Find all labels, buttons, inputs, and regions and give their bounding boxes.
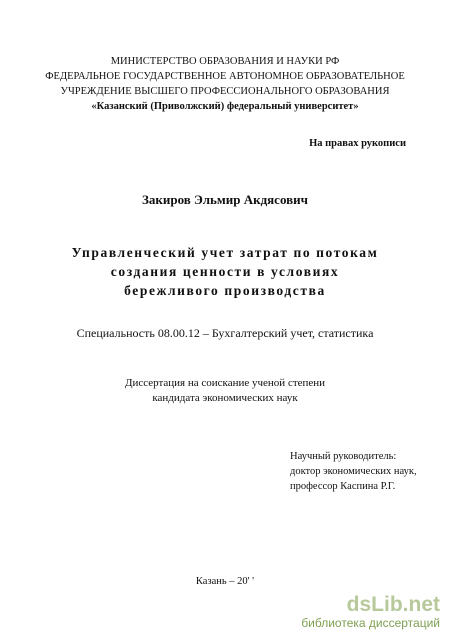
city-year: Казань – 20' ' (195, 576, 255, 587)
ministry-line: МИНИСТЕРСТВО ОБРАЗОВАНИЯ И НАУКИ РФ (110, 56, 340, 67)
degree-statement (0, 376, 450, 406)
title-line: Управленческий учет затрат по потокам (71, 245, 379, 260)
author-name: Закиров Эльмир Акдясович (142, 192, 308, 207)
degree-line: Диссертация на соискание ученой степени (124, 377, 326, 389)
advisor-line: профессор Каспина Р.Г. (290, 481, 396, 492)
dissertation-title (0, 243, 450, 300)
dslib-watermark[interactable] (301, 594, 440, 630)
watermark-tagline: библиотека диссертаций (301, 616, 440, 630)
scientific-advisor (290, 449, 417, 494)
degree-line: кандидата экономических наук (152, 392, 298, 404)
title-line: бережливого производства (124, 283, 326, 298)
specialty: Специальность 08.00.12 – Бухгалтерский учет, статистика (76, 326, 374, 340)
advisor-line: доктор экономических наук, (290, 466, 417, 477)
ministry-header (0, 54, 450, 114)
institution-line: УЧРЕЖДЕНИЕ ВЫСШЕГО ПРОФЕССИОНАЛЬНОГО ОБРАЗОВАНИЯ (60, 86, 390, 97)
institution-line: ФЕДЕРАЛЬНОЕ ГОСУДАРСТВЕННОЕ АВТОНОМНОЕ ОБРАЗОВАТЕЛЬНОЕ (45, 71, 405, 82)
advisor-line: Научный руководитель: (290, 451, 397, 462)
university-name: «Казанский (Приволжский) федеральный университет» (91, 101, 359, 112)
watermark-logo: dsLib.net (346, 593, 440, 616)
rights-note: На правах рукописи (309, 138, 406, 149)
title-line: создания ценности в условиях (110, 264, 340, 279)
